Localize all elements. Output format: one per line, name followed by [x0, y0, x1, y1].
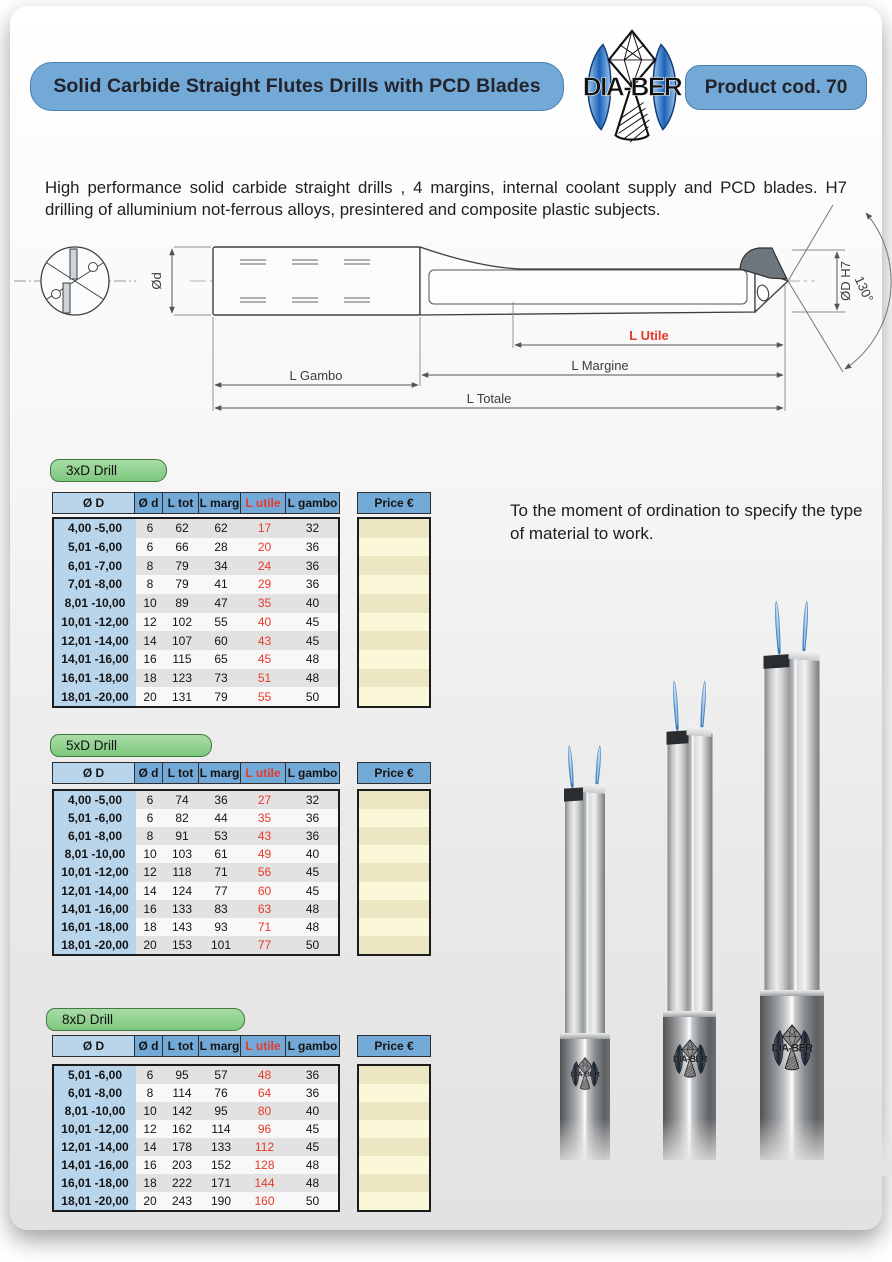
- header-cell-l-marg: L marg: [199, 763, 241, 783]
- shank-brand-logo: [670, 1039, 710, 1079]
- drill-size-label: 3xD Drill: [66, 463, 118, 478]
- table-row: [54, 1156, 338, 1174]
- value-cell: 41: [214, 577, 228, 592]
- value-cell: 49: [257, 847, 272, 862]
- drill-size-label: 8xD Drill: [62, 1012, 114, 1027]
- value-cell: 32: [305, 793, 320, 808]
- price-cell: [359, 631, 429, 650]
- table-row: [54, 1120, 338, 1138]
- table-row: [54, 650, 338, 669]
- header-cell-l-gambo: L gambo: [287, 766, 338, 780]
- value-cell: 6: [146, 793, 154, 808]
- value-cell: 40: [257, 614, 272, 629]
- value-cell: 152: [210, 1158, 232, 1172]
- value-cell: 14: [143, 1140, 157, 1154]
- diameter-range-cell: 5,01 -6,00: [54, 809, 136, 827]
- value-cell: 45: [257, 652, 272, 667]
- table-row: [54, 613, 338, 632]
- price-cell: [359, 863, 429, 881]
- value-cell: 24: [257, 558, 272, 573]
- value-cell: 45: [305, 633, 320, 648]
- value-cell: 66: [175, 540, 189, 555]
- value-cell: 48: [305, 670, 320, 685]
- header-cell-l-utile: L utile: [241, 1036, 286, 1056]
- table-row: [54, 538, 338, 557]
- header-cell-l-tot: L tot: [163, 1036, 199, 1056]
- table-row: [54, 900, 338, 918]
- shank-brand-logo: [768, 1024, 816, 1072]
- shank-outline: [213, 247, 420, 315]
- value-cell: 16: [143, 1158, 157, 1172]
- header-cell-l-gambo: L gambo: [287, 496, 338, 510]
- price-cell: [359, 1066, 429, 1084]
- drill-flute: [765, 657, 820, 990]
- table-header-row: [52, 492, 340, 514]
- price-header: Price €: [357, 492, 431, 514]
- value-cell: 35: [257, 811, 272, 826]
- table-row: [54, 556, 338, 575]
- diameter-range-cell: 10,01 -12,00: [54, 613, 136, 632]
- value-cell: 6: [146, 811, 154, 826]
- value-cell: 36: [305, 558, 320, 573]
- value-cell: 35: [257, 596, 272, 611]
- value-cell: 20: [143, 1194, 157, 1208]
- diameter-range-cell: 6,01 -8,00: [54, 1084, 136, 1102]
- value-cell: 50: [305, 689, 320, 704]
- value-cell: 14: [143, 633, 157, 648]
- dimension-label-margin-length: L Margine: [571, 358, 629, 373]
- value-cell: 114: [211, 1122, 231, 1136]
- value-cell: 40: [305, 596, 320, 611]
- value-cell: 8: [146, 829, 154, 844]
- value-cell: 143: [171, 919, 193, 934]
- value-cell: 20: [257, 540, 272, 555]
- price-cell: [359, 882, 429, 900]
- table-row: [54, 936, 338, 954]
- value-cell: 18: [143, 1176, 157, 1190]
- product-code-badge: [685, 65, 867, 110]
- value-cell: 114: [172, 1086, 192, 1100]
- value-cell: 32: [305, 521, 320, 536]
- value-cell: 48: [305, 1158, 320, 1172]
- value-cell: 36: [305, 811, 320, 826]
- price-cell: [359, 809, 429, 827]
- value-cell: 10: [143, 847, 157, 862]
- value-cell: 103: [171, 847, 193, 862]
- value-cell: 28: [214, 540, 228, 555]
- table-row: [54, 1192, 338, 1210]
- value-cell: 101: [210, 937, 232, 952]
- drill-size-pill-5xd: [50, 734, 212, 757]
- table-row: [54, 1138, 338, 1156]
- value-cell: 48: [305, 652, 320, 667]
- value-cell: 55: [214, 614, 228, 629]
- price-column-3xd: [357, 517, 431, 708]
- value-cell: 8: [146, 558, 154, 573]
- value-cell: 18: [143, 670, 157, 685]
- value-cell: 17: [257, 521, 272, 536]
- value-cell: 29: [257, 577, 272, 592]
- value-cell: 57: [214, 1068, 228, 1082]
- value-cell: 45: [305, 1140, 320, 1154]
- table-row: [54, 1066, 338, 1084]
- table-body-5xd: [52, 789, 340, 956]
- diameter-range-cell: 10,01 -12,00: [54, 1120, 136, 1138]
- value-cell: 47: [214, 596, 228, 611]
- diameter-range-cell: 16,01 -18,00: [54, 1174, 136, 1192]
- value-cell: 45: [305, 1122, 320, 1136]
- value-cell: 89: [175, 596, 189, 611]
- value-cell: 18: [143, 919, 157, 934]
- value-cell: 79: [175, 558, 189, 573]
- product-code-text: Product cod. 70: [704, 76, 848, 98]
- table-row: [54, 687, 338, 706]
- value-cell: 80: [257, 1104, 272, 1118]
- note-text: To the moment of ordination to specify the type of material to work.: [510, 501, 863, 543]
- value-cell: 36: [305, 540, 320, 555]
- diameter-range-cell: 8,01 -10,00: [54, 1102, 136, 1120]
- value-cell: 153: [171, 937, 193, 952]
- value-cell: 203: [171, 1158, 193, 1172]
- coolant-jets-icon: [764, 600, 820, 657]
- diameter-range-cell: 4,00 -5,00: [54, 519, 136, 538]
- drill-photo-medium: [663, 680, 716, 1160]
- diameter-range-cell: 18,01 -20,00: [54, 1192, 136, 1210]
- value-cell: 34: [214, 558, 228, 573]
- value-cell: 27: [257, 793, 272, 808]
- page-title: Solid Carbide Straight Flutes Drills with PCD Blades: [53, 75, 541, 97]
- drill-size-pill-8xd: [46, 1008, 245, 1031]
- value-cell: 74: [175, 793, 189, 808]
- diameter-range-cell: 5,01 -6,00: [54, 538, 136, 557]
- value-cell: 115: [172, 652, 192, 667]
- table-row: [54, 519, 338, 538]
- price-cell: [359, 900, 429, 918]
- value-cell: 45: [305, 865, 320, 880]
- header-cell-diameter-d: Ø D: [53, 1036, 135, 1056]
- value-cell: 95: [214, 1104, 228, 1118]
- table-row: [54, 845, 338, 863]
- price-cell: [359, 845, 429, 863]
- value-cell: 6: [146, 540, 154, 555]
- value-cell: 60: [214, 633, 228, 648]
- dimension-label-drill-diameter: ØD H7: [838, 261, 853, 301]
- price-cell: [359, 1174, 429, 1192]
- value-cell: 45: [305, 883, 320, 898]
- photo-bottom-fade: [520, 1118, 892, 1176]
- technical-drawing: [0, 205, 892, 420]
- table-row: [54, 1084, 338, 1102]
- value-cell: 118: [172, 865, 192, 880]
- value-cell: 44: [214, 811, 228, 826]
- value-cell: 178: [171, 1140, 193, 1154]
- value-cell: 6: [146, 521, 154, 536]
- value-cell: 55: [257, 689, 272, 704]
- value-cell: 102: [171, 614, 193, 629]
- dimension-label-shank-diameter: Ød: [149, 272, 164, 290]
- value-cell: 40: [305, 1104, 320, 1118]
- diameter-range-cell: 16,01 -18,00: [54, 669, 136, 688]
- table-row: [54, 863, 338, 881]
- value-cell: 83: [214, 901, 228, 916]
- table-body-3xd: [52, 517, 340, 708]
- value-cell: 43: [257, 829, 272, 844]
- value-cell: 8: [146, 1086, 154, 1100]
- value-cell: 6: [146, 1068, 154, 1082]
- value-cell: 62: [214, 521, 228, 536]
- drill-photo-large: [760, 600, 824, 1160]
- value-cell: 79: [175, 577, 189, 592]
- value-cell: 50: [305, 937, 320, 952]
- value-cell: 48: [305, 919, 320, 934]
- value-cell: 12: [143, 865, 157, 880]
- table-row: [54, 631, 338, 650]
- diameter-range-cell: 14,01 -16,00: [54, 900, 136, 918]
- brand-logo: [574, 26, 690, 148]
- price-cell: [359, 556, 429, 575]
- diameter-range-cell: 6,01 -8,00: [54, 827, 136, 845]
- table-row: [54, 791, 338, 809]
- value-cell: 107: [171, 633, 193, 648]
- price-cell: [359, 687, 429, 706]
- drill-photo-small: [560, 745, 610, 1160]
- value-cell: 36: [214, 793, 228, 808]
- price-cell: [359, 594, 429, 613]
- diameter-range-cell: 8,01 -10,00: [54, 845, 136, 863]
- value-cell: 36: [305, 1068, 320, 1082]
- price-cell: [359, 538, 429, 557]
- value-cell: 45: [305, 614, 320, 629]
- price-cell: [359, 791, 429, 809]
- price-cell: [359, 519, 429, 538]
- value-cell: 16: [143, 652, 157, 667]
- title-banner: [30, 62, 564, 111]
- table-row: [54, 809, 338, 827]
- value-cell: 91: [175, 829, 189, 844]
- diameter-range-cell: 12,01 -14,00: [54, 882, 136, 900]
- price-cell: [359, 575, 429, 594]
- value-cell: 48: [305, 901, 320, 916]
- value-cell: 77: [257, 937, 272, 952]
- price-cell: [359, 827, 429, 845]
- diameter-range-cell: 10,01 -12,00: [54, 863, 136, 881]
- value-cell: 16: [143, 901, 157, 916]
- value-cell: 60: [257, 883, 272, 898]
- price-cell: [359, 1102, 429, 1120]
- table-header-row: [52, 1035, 340, 1057]
- value-cell: 133: [171, 901, 193, 916]
- header-cell-diameter-small-d: Ø d: [135, 493, 163, 513]
- dimension-label-shank-length: L Gambo: [289, 368, 343, 383]
- value-cell: 190: [210, 1194, 232, 1208]
- table-row: [54, 594, 338, 613]
- table-row: [54, 669, 338, 688]
- value-cell: 162: [171, 1122, 193, 1136]
- value-cell: 96: [257, 1122, 272, 1136]
- diameter-range-cell: 7,01 -8,00: [54, 575, 136, 594]
- value-cell: 112: [254, 1140, 275, 1154]
- table-row: [54, 1174, 338, 1192]
- diameter-range-cell: 6,01 -7,00: [54, 556, 136, 575]
- dimension-label-useful-length: L Utile: [629, 328, 669, 343]
- shank-brand-logo: [568, 1057, 602, 1091]
- value-cell: 36: [305, 577, 320, 592]
- value-cell: 73: [214, 670, 228, 685]
- price-cell: [359, 1120, 429, 1138]
- header-cell-l-gambo: L gambo: [287, 1039, 338, 1053]
- value-cell: 50: [305, 1194, 320, 1208]
- header-cell-l-marg: L marg: [199, 493, 241, 513]
- value-cell: 64: [257, 1086, 272, 1100]
- value-cell: 171: [210, 1176, 232, 1190]
- drill-flute: [565, 790, 605, 1033]
- value-cell: 222: [171, 1176, 193, 1190]
- value-cell: 12: [143, 1122, 157, 1136]
- price-cell: [359, 936, 429, 954]
- price-cell: [359, 613, 429, 632]
- diameter-range-cell: 14,01 -16,00: [54, 650, 136, 669]
- price-column-8xd: [357, 1064, 431, 1212]
- value-cell: 160: [254, 1194, 275, 1208]
- header-cell-l-tot: L tot: [163, 493, 199, 513]
- value-cell: 133: [210, 1140, 232, 1154]
- diameter-range-cell: 8,01 -10,00: [54, 594, 136, 613]
- coolant-jets-icon: [662, 680, 718, 733]
- value-cell: 14: [143, 883, 157, 898]
- value-cell: 20: [143, 937, 157, 952]
- table-header-row: [52, 762, 340, 784]
- price-cell: [359, 1138, 429, 1156]
- header-cell-diameter-small-d: Ø d: [135, 1036, 163, 1056]
- table-body-8xd: [52, 1064, 340, 1212]
- value-cell: 10: [143, 1104, 157, 1118]
- value-cell: 95: [175, 1068, 189, 1082]
- value-cell: 43: [257, 633, 272, 648]
- header-cell-l-utile: L utile: [241, 493, 286, 513]
- diameter-range-cell: 12,01 -14,00: [54, 1138, 136, 1156]
- diameter-range-cell: 5,01 -6,00: [54, 1066, 136, 1084]
- diameter-range-cell: 18,01 -20,00: [54, 687, 136, 706]
- value-cell: 144: [254, 1176, 275, 1190]
- table-row: [54, 918, 338, 936]
- value-cell: 243: [171, 1194, 193, 1208]
- price-cell: [359, 669, 429, 688]
- price-header: Price €: [357, 762, 431, 784]
- price-cell: [359, 1156, 429, 1174]
- value-cell: 82: [175, 811, 189, 826]
- value-cell: 65: [214, 652, 228, 667]
- drill-flute: [667, 733, 712, 1011]
- value-cell: 93: [214, 919, 228, 934]
- table-row: [54, 575, 338, 594]
- value-cell: 142: [171, 1104, 193, 1118]
- value-cell: 40: [305, 847, 320, 862]
- value-cell: 131: [171, 689, 193, 704]
- diameter-range-cell: 14,01 -16,00: [54, 1156, 136, 1174]
- header-cell-diameter-d: Ø D: [53, 763, 135, 783]
- value-cell: 48: [305, 1176, 320, 1190]
- header-cell-diameter-small-d: Ø d: [135, 763, 163, 783]
- value-cell: 124: [171, 883, 193, 898]
- drill-size-label: 5xD Drill: [66, 738, 118, 753]
- value-cell: 123: [171, 670, 193, 685]
- value-cell: 53: [214, 829, 228, 844]
- value-cell: 48: [257, 1068, 272, 1082]
- table-row: [54, 882, 338, 900]
- value-cell: 63: [257, 901, 272, 916]
- table-row: [54, 1102, 338, 1120]
- value-cell: 71: [214, 865, 228, 880]
- price-cell: [359, 1192, 429, 1210]
- value-cell: 61: [214, 847, 228, 862]
- table-row: [54, 827, 338, 845]
- value-cell: 71: [257, 919, 272, 934]
- value-cell: 62: [175, 521, 189, 536]
- value-cell: 56: [257, 865, 272, 880]
- dimension-label-point-angle: 130°: [851, 273, 877, 305]
- header-cell-l-tot: L tot: [163, 763, 199, 783]
- value-cell: 76: [214, 1086, 228, 1100]
- value-cell: 51: [257, 670, 272, 685]
- price-column-5xd: [357, 789, 431, 956]
- value-cell: 36: [305, 1086, 320, 1100]
- header-cell-diameter-d: Ø D: [53, 493, 135, 513]
- value-cell: 10: [143, 596, 157, 611]
- value-cell: 12: [143, 614, 157, 629]
- price-cell: [359, 650, 429, 669]
- dimension-label-total-length: L Totale: [466, 391, 512, 406]
- value-cell: 77: [214, 883, 228, 898]
- drill-size-pill-3xd: [50, 459, 167, 482]
- price-header: Price €: [357, 1035, 431, 1057]
- diameter-range-cell: 16,01 -18,00: [54, 918, 136, 936]
- header-cell-l-utile: L utile: [241, 763, 286, 783]
- value-cell: 8: [146, 577, 154, 592]
- diameter-range-cell: 12,01 -14,00: [54, 631, 136, 650]
- header-cell-l-marg: L marg: [199, 1036, 241, 1056]
- price-cell: [359, 918, 429, 936]
- value-cell: 20: [143, 689, 157, 704]
- value-cell: 128: [254, 1158, 275, 1172]
- value-cell: 79: [214, 689, 228, 704]
- description-text: High performance solid carbide straight drills , 4 margins, internal coolant supply and PCD blades. H7 drilling of alluminium not-ferrous alloys, presintered and composite plastic subjects.: [45, 177, 847, 220]
- value-cell: 36: [305, 829, 320, 844]
- diameter-range-cell: 4,00 -5,00: [54, 791, 136, 809]
- price-cell: [359, 1084, 429, 1102]
- diameter-range-cell: 18,01 -20,00: [54, 936, 136, 954]
